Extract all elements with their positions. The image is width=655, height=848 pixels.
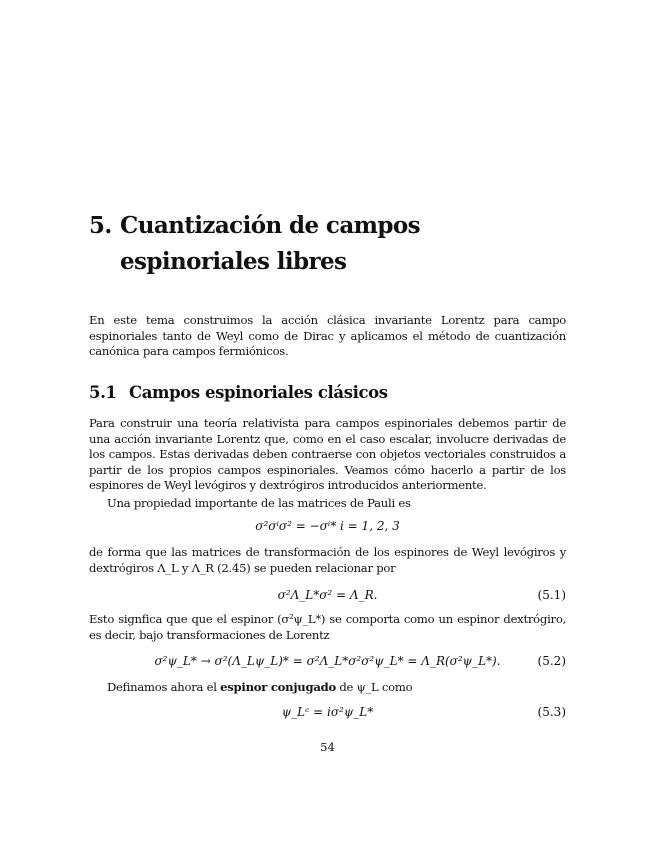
pauli-equation: σ²σⁱσ² = −σⁱ* i = 1, 2, 3 <box>255 519 400 533</box>
paragraph-4: Esto signfica que que el espinor (σ²ψ_L*) se comporta como un espinor dextrógiro, es decir, bajo transformaciones de Lorentz <box>89 612 566 642</box>
paragraph-5-prefix: Definamos ahora el <box>107 680 221 694</box>
equation-body: σ²ψ_L* → σ²(Λ_Lψ_L)* = σ²Λ_L*σ²σ²ψ_L* = Λ_R(σ²ψ_L*). <box>154 654 501 668</box>
equation-5-1 <box>89 588 566 602</box>
section-number: 5.1 <box>89 383 117 402</box>
equation-number: (5.2) <box>537 654 566 668</box>
paragraph-5-suffix: de ψ_L como <box>335 680 413 694</box>
paragraph-2: Una propiedad importante de las matrices de Pauli es <box>107 496 411 510</box>
paragraph-5 <box>89 680 566 696</box>
paragraph-3: de forma que las matrices de transformación de los espinores de Weyl levógiros y dextrógiros Λ_L y Λ_R (2.45) se pueden relacionar por <box>89 545 566 575</box>
paragraph-1: Para construir una teoría relativista para campos espinoriales debemos partir de una acción invariante Lorentz que, como en el caso escalar, involucre derivadas de los campos. Estas derivadas deben contraerse con objetos vectoriales construidos a partir de los propios campos espinoriales. Veamos cómo hacerlo a partir de los espinores de Weyl levógiros y dextrógiros introducidos anteriormente. <box>89 416 566 492</box>
section-heading <box>89 383 388 402</box>
equation-body: ψ_Lᶜ = iσ²ψ_L* <box>281 705 374 719</box>
equation-body: σ²Λ_L*σ² = Λ_R. <box>277 588 378 602</box>
defined-term: espinor conjugado <box>220 680 336 694</box>
chapter-title: Cuantización de campos espinoriales libres <box>120 212 420 275</box>
intro-paragraph: En este tema construimos la acción clásica invariante Lorentz para campo espinoriales tanto de Weyl como de Dirac y aplicamos el método de cuantización canónica para campos fermiónicos. <box>89 313 566 358</box>
equation-5-2 <box>89 654 566 668</box>
equation-number: (5.3) <box>537 705 566 719</box>
chapter-heading <box>89 208 569 280</box>
page-number: 54 <box>320 740 335 754</box>
chapter-number: 5. <box>89 212 112 239</box>
equation-5-3 <box>89 705 566 719</box>
section-title: Campos espinoriales clásicos <box>129 383 388 402</box>
equation-number: (5.1) <box>537 588 566 602</box>
